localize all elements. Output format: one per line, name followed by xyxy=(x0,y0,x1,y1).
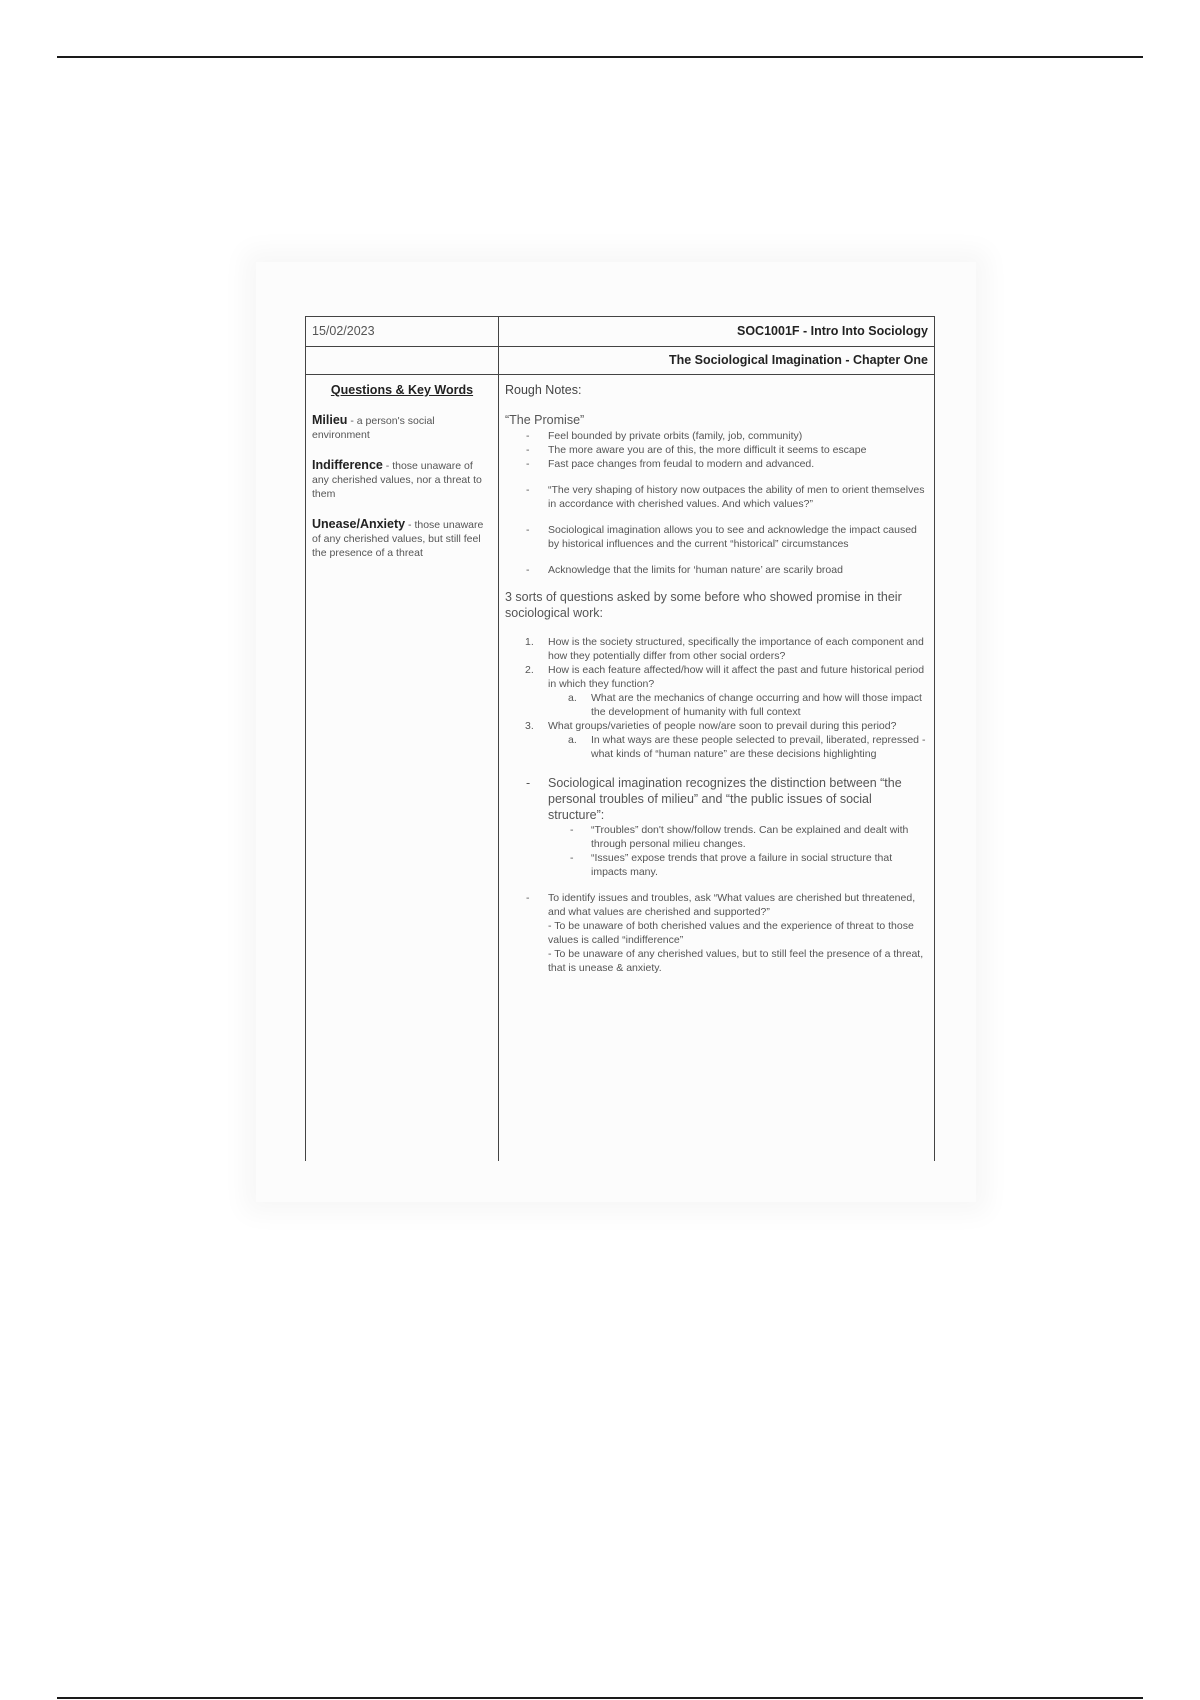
key-word-term: Indifference xyxy=(312,458,383,472)
key-word-definition: - those unaware of any cherished values, but still feel the presence of a threat xyxy=(312,519,484,559)
list-number: 1. xyxy=(525,636,534,648)
list-item: - The more aware you are of this, the more difficult it seems to escape xyxy=(505,443,928,457)
top-rule xyxy=(57,56,1143,58)
list-text: What groups/varieties of people now/are soon to prevail during this period? xyxy=(548,720,897,732)
rough-notes-heading: Rough Notes: xyxy=(505,383,582,397)
date-cell: 15/02/2023 xyxy=(305,316,498,347)
list-item xyxy=(505,891,928,975)
key-word-definition: - those unaware of any cherished values, nor a threat to them xyxy=(312,460,482,500)
sub-list-item: - “Issues” expose trends that prove a failure in social structure that impacts many. xyxy=(548,851,928,879)
key-word-item xyxy=(312,413,492,442)
distinction-list xyxy=(505,775,928,975)
key-word-item xyxy=(312,458,492,501)
list-item: - Fast pace changes from feudal to modern and advanced. xyxy=(505,457,928,471)
list-item: - “The very shaping of history now outpaces the ability of men to orient themselves in accordance with cherished values. And which values?” xyxy=(505,483,928,511)
list-item: - Feel bounded by private orbits (family, job, community) xyxy=(505,429,928,443)
list-text: Sociological imagination recognizes the distinction between “the personal troubles of milieu” and “the public issues of social structure”: xyxy=(548,776,902,822)
list-text: In what ways are these people selected to prevail, liberated, repressed - what kinds of “human nature” are these decisions highlighting xyxy=(591,734,926,760)
key-word-term: Unease/Anxiety xyxy=(312,517,406,531)
list-text: - To be unaware of any cherished values, but to still feel the presence of a threat, that is unease & anxiety. xyxy=(548,948,924,974)
list-text: What are the mechanics of change occurring and how will those impact the development of humanity with full context xyxy=(591,692,922,718)
list-number: 2. xyxy=(525,664,534,676)
cornell-notes-table xyxy=(305,316,935,1161)
rough-notes-column xyxy=(498,375,935,1161)
list-letter: a. xyxy=(568,734,577,746)
promise-heading: “The Promise” xyxy=(505,413,585,427)
sub-list-item: - “Troubles” don't show/follow trends. Can be explained and dealt with through personal milieu changes. xyxy=(548,823,928,851)
key-word-term: Milieu xyxy=(312,413,348,427)
sub-list xyxy=(548,823,928,879)
list-text: How is each feature affected/how will it affect the past and future historical period in which they function? xyxy=(548,664,925,690)
sub-list-item xyxy=(548,691,928,719)
list-item xyxy=(505,635,928,663)
list-item xyxy=(505,775,928,879)
promise-list xyxy=(505,429,928,577)
bottom-rule xyxy=(57,1697,1143,1699)
sub-list-item xyxy=(548,733,928,761)
course-title: SOC1001F - Intro Into Sociology xyxy=(498,316,935,347)
sub-list xyxy=(548,691,928,719)
list-text: - To identify issues and troubles, ask “What values are cherished but threatened, and what values are cherished and supported?” xyxy=(548,892,916,918)
list-item xyxy=(505,719,928,761)
key-word-item xyxy=(312,517,492,560)
chapter-title: The Sociological Imagination - Chapter One xyxy=(498,347,935,375)
questions-intro: 3 sorts of questions asked by some before who showed promise in their sociological work: xyxy=(505,590,902,620)
key-word-definition: - a person's social environment xyxy=(312,415,435,441)
list-item: - Sociological imagination allows you to see and acknowledge the impact caused by historical influences and the current “historical” circumstances xyxy=(505,523,928,551)
empty-header-cell xyxy=(305,347,498,375)
sub-list xyxy=(548,733,928,761)
list-text: - To be unaware of both cherished values and the experience of threat to those values is called “indifference” xyxy=(548,920,914,946)
list-text: How is the society structured, specifically the importance of each component and how they potentially differ from other social orders? xyxy=(548,636,924,662)
questions-list xyxy=(505,635,928,761)
list-item xyxy=(505,663,928,719)
list-item: - Acknowledge that the limits for ‘human nature’ are scarily broad xyxy=(505,563,928,577)
key-words-column xyxy=(305,375,498,1161)
list-number: 3. xyxy=(525,720,534,732)
key-words-heading: Questions & Key Words xyxy=(330,383,474,397)
list-letter: a. xyxy=(568,692,577,704)
